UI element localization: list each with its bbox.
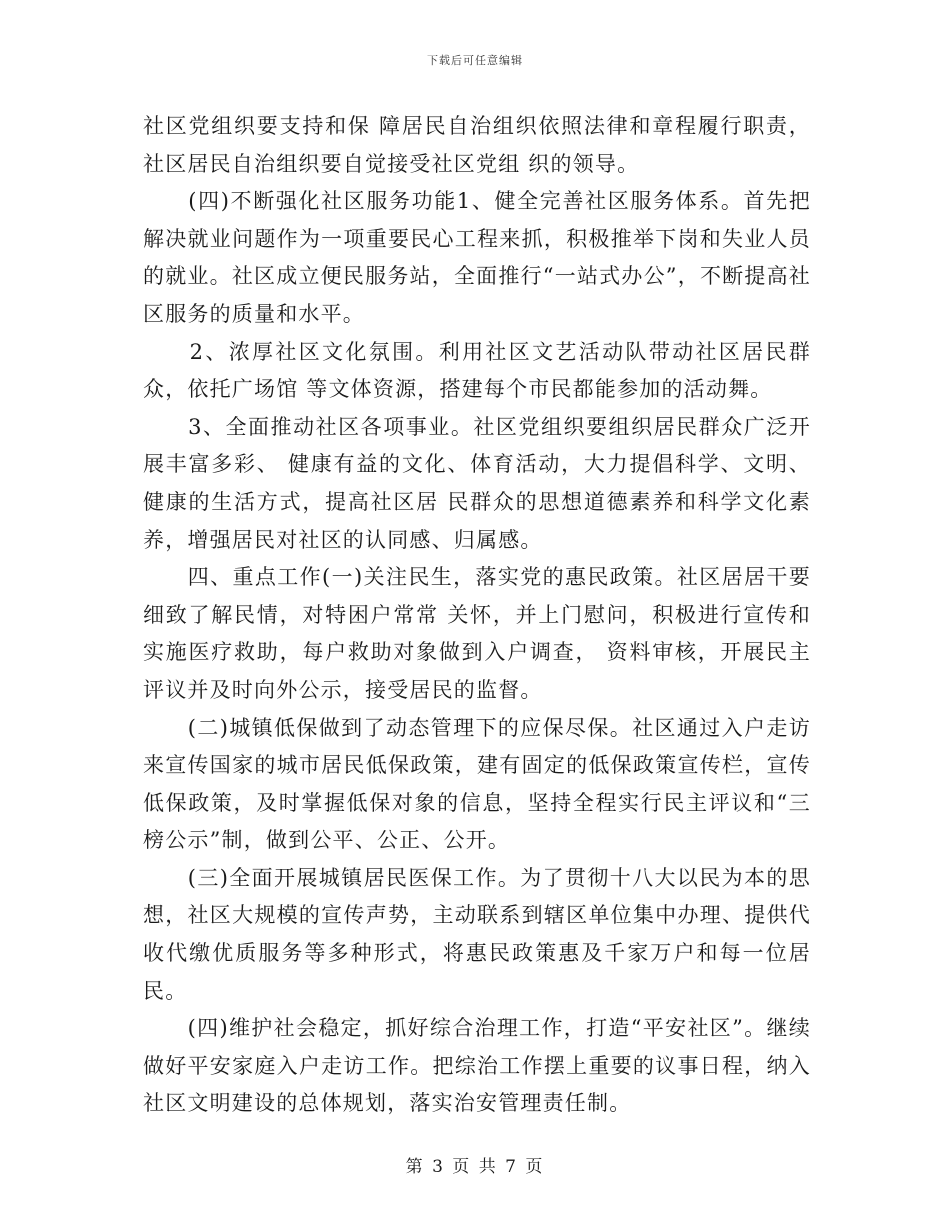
paragraph: 2、浓厚社区文化氛围。利用社区文艺活动队带动社区居民群众，依托广场馆 等文体资源，搭建每个市民都能参加的活动舞。 bbox=[143, 339, 811, 402]
page-header: 下载后可任意编辑 bbox=[427, 54, 523, 67]
paragraph: (四)不断强化社区服务功能1、健全完善社区服务体系。首先把解决就业问题作为一项重要民心工程来抓，积极推举下岗和失业人员的就业。社区成立便民服务站，全面推行“一站式办公”，不断提高社区服务的质量和水平。 bbox=[143, 189, 811, 326]
paragraph: 四、重点工作(一)关注民生，落实党的惠民政策。社区居居干要细致了解民情，对特困户常常 关怀，并上门慰问，积极进行宣传和实施医疗救助，每户救助对象做到入户调查， 资料审核，开展民主评议并及时向外公示，接受居民的监督。 bbox=[143, 565, 811, 702]
paragraph: (三)全面开展城镇居民医保工作。为了贯彻十八大以民为本的思想，社区大规模的宣传声势，主动联系到辖区单位集中办理、提供代收代缴优质服务等多种形式，将惠民政策惠及千家万户和每一位居民。 bbox=[143, 865, 811, 1003]
paragraph: 社区党组织要支持和保 障居民自治组织依照法律和章程履行职责，社区居民自治组织要自觉接受社区党组 织的领导。 bbox=[143, 114, 811, 176]
document-body bbox=[143, 108, 811, 1123]
paragraph: 3、全面推动社区各项事业。社区党组织要组织居民群众广泛开展丰富多彩、 健康有益的文化、体育活动，大力提倡科学、文明、健康的生活方式，提高社区居 民群众的思想道德素养和科学文化素养，增强居民对社区的认同感、归属感。 bbox=[143, 414, 811, 552]
page-footer: 第 3 页 共 7 页 bbox=[405, 1157, 545, 1177]
paragraph: (四)维护社会稳定，抓好综合治理工作，打造“平安社区”。继续做好平安家庭入户走访工作。把综治工作摆上重要的议事日程，纳入社区文明建设的总体规划，落实治安管理责任制。 bbox=[143, 1016, 811, 1116]
paragraph: (二)城镇低保做到了动态管理下的应保尽保。社区通过入户走访来宣传国家的城市居民低保政策，建有固定的低保政策宣传栏，宣传低保政策，及时掌握低保对象的信息，坚持全程实行民主评议和“三榜公示”制，做到公平、公正、公开。 bbox=[143, 715, 811, 853]
